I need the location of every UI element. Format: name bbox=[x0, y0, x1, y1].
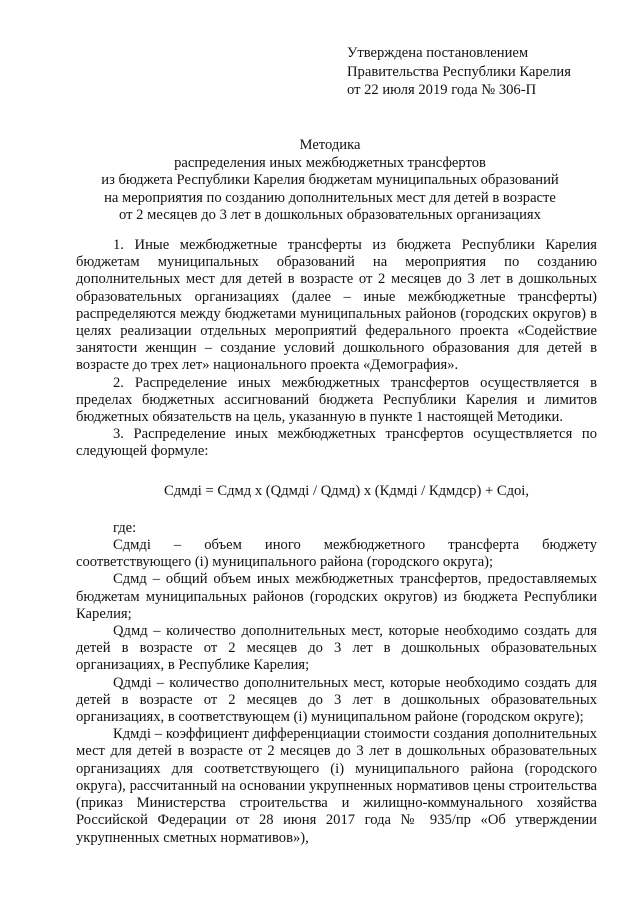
definition-cdmd: Сдмд – общий объем иных межбюджетных трансфертов, предоставляемых бюджетам муниципальных районов (городских округов) из бюджета Республики Карелия; bbox=[76, 571, 597, 622]
document-title bbox=[60, 137, 600, 225]
where-label: где: bbox=[113, 519, 137, 536]
approval-stamp bbox=[347, 44, 617, 100]
document-body bbox=[76, 237, 597, 847]
paragraph-1: 1. Иные межбюджетные трансферты из бюджета Республики Карелия бюджетам муниципальных образований на мероприятия по созданию дополнительных мест для детей в возрасте от 2 месяцев до 3 лет в дошкольных образовательных организациях (далее – иные межбюджетные трансферты) распределяются между бюджетами муниципальных районов (городских округов) в целях реализации отдельных мероприятий федерального проекта «Содействие занятости женщин – создание условий дошкольного образования для детей в возрасте до трех лет» национального проекта «Демография». bbox=[76, 237, 597, 374]
title-line-4: на мероприятия по созданию дополнительных мест для детей в возрасте bbox=[104, 189, 556, 206]
definition-kdmdi: Кдмдi – коэффициент дифференциации стоимости создания дополнительных мест для детей в возрасте от 2 месяцев до 3 лет в дошкольных образовательных организациях для соответствующего (i) муниципального района (городского округа), рассчитанный на основании укрупненных нормативов цены строительства (приказ Министерства строительства и жилищно-коммунального хозяйства Российской Федерации от 28 июня 2017 года № 935/пр «Об утверждении укрупненных сметных нормативов»), bbox=[76, 726, 597, 846]
approval-line-3: от 22 июля 2019 года № 306-П bbox=[347, 82, 537, 98]
title-line-5: от 2 месяцев до 3 лет в дошкольных образовательных организациях bbox=[119, 207, 541, 223]
title-line-2: распределения иных межбюджетных трансфертов bbox=[174, 154, 486, 171]
approval-line-2: Правительства Республики Карелия bbox=[347, 63, 571, 80]
title-line-3: из бюджета Республики Карелия бюджетам муниципальных образований bbox=[101, 172, 559, 188]
paragraph-3: 3. Распределение иных межбюджетных трансфертов осуществляется по следующей формуле: bbox=[76, 426, 597, 460]
paragraph-2: 2. Распределение иных межбюджетных трансфертов осуществляется в пределах бюджетных ассигнований бюджета Республики Карелия и лимитов бюджетных обязательств на цель, указанную в пункте 1 настоящей Методики. bbox=[76, 374, 597, 426]
approval-line-1: Утверждена постановлением bbox=[347, 45, 529, 61]
definition-cdmdi: Сдмдi – объем иного межбюджетного трансферта бюджету соответствующего (i) муниципального района (городского округа); bbox=[76, 537, 597, 571]
distribution-formula: Сдмдi = Сдмд x (Qдмдi / Qдмд) x (Кдмдi / Кдмдср) + Сдоi, bbox=[163, 482, 529, 499]
definition-qdmdi: Qдмдi – количество дополнительных мест, которые необходимо создать для детей в возрасте от 2 месяцев до 3 лет в дошкольных образовательных организациях, в соответствующем (i) муниципальном районе (городском округе); bbox=[76, 674, 597, 726]
title-line-1: Методика bbox=[299, 137, 361, 153]
definition-qdmd: Qдмд – количество дополнительных мест, которые необходимо создать для детей в возрасте от 2 месяцев до 3 лет в дошкольных образовательных организациях, в Республике Карелия; bbox=[76, 623, 597, 674]
